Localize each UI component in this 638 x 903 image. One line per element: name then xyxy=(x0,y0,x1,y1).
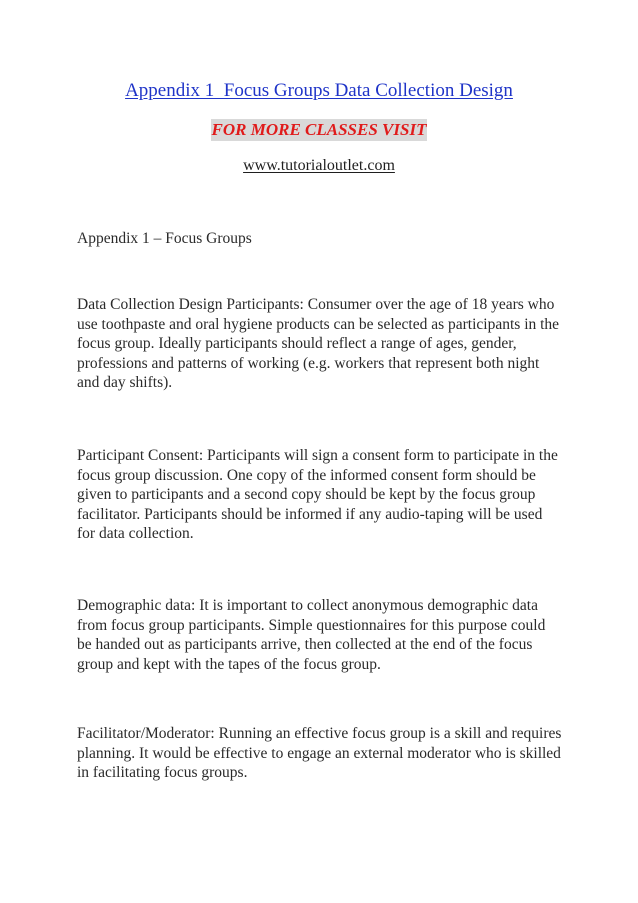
promo-line xyxy=(0,119,638,141)
title-line xyxy=(0,79,638,103)
promo-text: FOR MORE CLASSES VISIT xyxy=(211,120,427,139)
demographic-paragraph: Demographic data: It is important to collect anonymous demographic data from focus group participants. Simple questionnaires for this purpose could be handed out as participants arrive, then collected at the end of the focus group and kept with the tapes of the focus group. xyxy=(77,597,546,673)
website-line xyxy=(0,156,638,176)
participants-paragraph: Data Collection Design Participants: Consumer over the age of 18 years who use toothpaste and oral hygiene products can be selected as participants in the focus group. Ideally participants should reflect a range of ages, gender, professions and patterns of working (e.g. workers that represent both night and day shifts). xyxy=(77,296,560,392)
facilitator-paragraph: Facilitator/Moderator: Running an effective focus group is a skill and requires planning. It would be effective to engage an external moderator who is skilled in facilitating focus groups. xyxy=(77,725,562,782)
document-title-link[interactable]: Appendix 1 Focus Groups Data Collection Design xyxy=(125,80,513,101)
consent-paragraph: Participant Consent: Participants will sign a consent form to participate in the focus group discussion. One copy of the informed consent form should be given to participants and a second copy should be kept by the focus group facilitator. Participants should be informed if any audio-taping will be used for data collection. xyxy=(77,447,558,543)
section-heading: Appendix 1 – Focus Groups xyxy=(77,230,252,247)
website-link[interactable]: www.tutorialoutlet.com xyxy=(243,157,395,174)
